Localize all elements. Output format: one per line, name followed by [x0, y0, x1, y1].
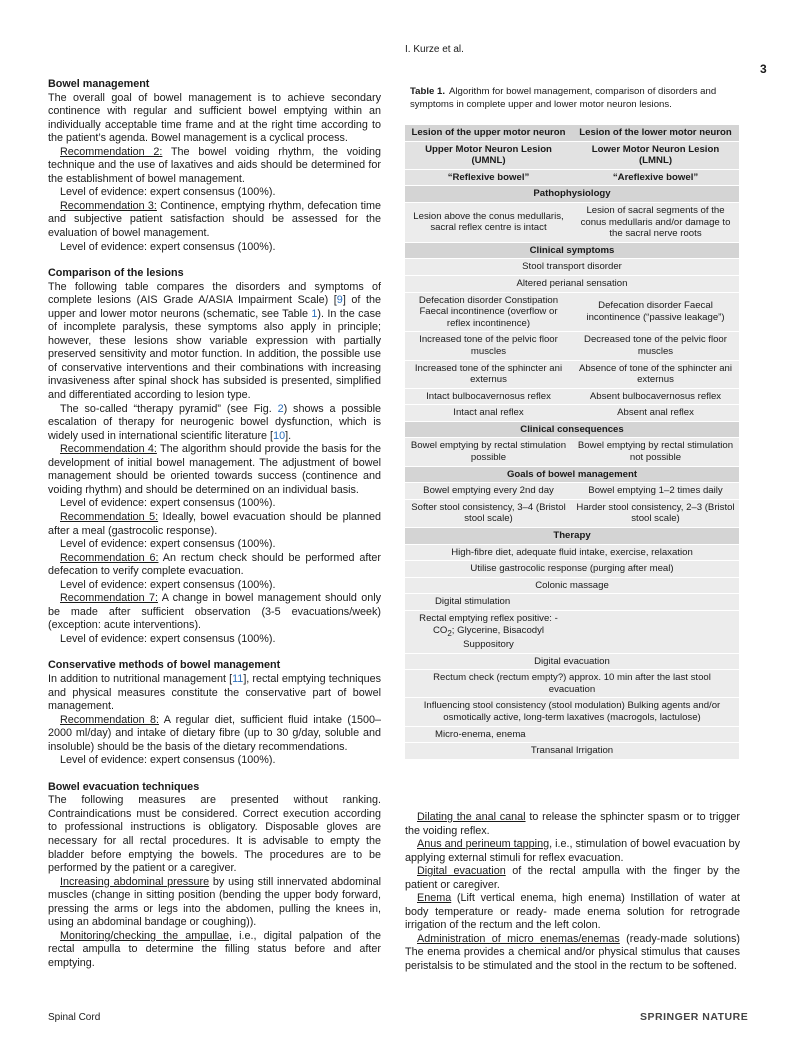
table-cell: Increased tone of the pelvic floor muscles [405, 332, 572, 359]
table-section-row [405, 243, 739, 259]
table-section-row [405, 186, 739, 202]
recommendation-label: Recommendation 3: [60, 199, 157, 212]
table-section-heading: Clinical symptoms [405, 243, 739, 259]
table-section-heading: Therapy [405, 528, 739, 544]
recommendation-label: Recommendation 4: [60, 443, 157, 456]
paragraph: The following table compares the disorders and symptoms of complete lesions (AIS Grade A/ASIA Impairment Scale) [9] of the upper and lower motor neurons (schematic, see Table 1). In the case of incomplete paralysis, these symptoms also apply in principle; however, these lesions show variable expression with partially preserved sensitivity and motor function. In addition, the possible use of conservative interventions and their combinations with increasing invasiveness after spinal shock has subsided is presented, simplified and differentiated according to lesion type. [48, 280, 382, 402]
table-cell: Transanal Irrigation [405, 743, 739, 759]
table-row [405, 727, 739, 743]
table-header-cell: “Reflexive bowel” [405, 170, 572, 186]
recommendation-8: Recommendation 8: A regular diet, sufficient fluid intake (1500–2000 ml/day) and intake of dietary fibre (up to 30 g/day, soluble and insoluble) should be the basis of the dietary recommendations. [48, 713, 381, 753]
table-row [405, 483, 739, 499]
table-cell: Bowel emptying 1–2 times daily [572, 483, 739, 499]
table-cell: Absent bulbocavernosus reflex [572, 389, 739, 405]
left-column [48, 78, 381, 970]
table-cell: Bowel emptying by rectal stimulation not possible [572, 438, 739, 465]
table-cell [572, 594, 739, 610]
table-caption: Table 1. Algorithm for bowel management, comparison of disorders and symptoms in complete upper and lower motor neuron lesions. [410, 86, 717, 110]
table-header-cell: Lesion of the upper motor neuron [405, 125, 572, 141]
table-link[interactable]: 1 [311, 307, 318, 320]
table-section-heading: Pathophysiology [405, 186, 739, 202]
technique-abdominal-pressure: Increasing abdominal pressure by using still innervated abdominal muscles (change in sitting position (bending the upper body forward, pressing the arms or legs into the abdomen, pulling the knees in, using an abdominal bandage or coughing)). [48, 875, 381, 929]
table-header-cell: Upper Motor Neuron Lesion (UMNL) [405, 142, 572, 169]
section-heading-comparison: Comparison of the lesions [48, 267, 184, 280]
table-row [405, 332, 739, 359]
technique-micro-enema: Administration of micro enemas/enemas (ready-made solutions) The enema provides a chemical and/or physical stimulus that causes peristalsis to be stimulated and the stool in the rectum to be softened. [405, 932, 740, 973]
table-cell: Influencing stool consistency (stool modulation) Bulking agents and/or osmotically active, long-term laxatives (macrogols, lactulose) [405, 698, 739, 725]
table-cell: Rectal emptying reflex positive: - $CO_2$; Glycerine, Bisacodyl Suppository [405, 611, 572, 653]
technique-label: Monitoring/checking the ampullae [60, 929, 230, 942]
table-row [405, 405, 739, 421]
table-cell: Altered perianal sensation [405, 276, 739, 292]
recommendation-label: Recommendation 8: [60, 713, 159, 726]
technique-label: Increasing abdominal pressure [60, 875, 210, 888]
publisher-logo: SPRINGER NATURE [640, 1011, 749, 1023]
recommendation-2: Recommendation 2: The bowel voiding rhythm, the voiding technique and the use of laxatives and aids should be determined for the establishment of bowel management. [48, 145, 381, 185]
table-cell: Harder stool consistency, 2–3 (Bristol stool scale) [572, 500, 739, 527]
recommendation-3: Recommendation 3: Continence, emptying rhythm, defecation time and subjective patient satisfaction should be assessed for the evaluation of bowel management. [48, 199, 382, 240]
table-cell: Micro-enema, enema [405, 727, 572, 743]
table-caption-label: Table 1. [410, 86, 446, 97]
recommendation-label: Recommendation 7: [60, 592, 158, 605]
table-cell: Decreased tone of the pelvic floor muscles [572, 332, 739, 359]
recommendation-5: Recommendation 5: Ideally, bowel evacuation should be planned after a meal (gastrocolic response). [48, 510, 381, 537]
technique-enema: Enema (Lift vertical enema, high enema) Instillation of water at body temperature or ready- made enema solution for retrograde irrigation of the rectum and the left colon. [405, 892, 740, 932]
technique-monitoring: Monitoring/checking the ampullae, i.e., digital palpation of the rectal ampulla to determine the filling status before and after emptying. [48, 929, 381, 969]
evidence-level: Level of evidence: expert consensus (100%). [60, 240, 276, 253]
table-section-row [405, 528, 739, 544]
technique-dilating: Dilating the anal canal to release the sphincter spasm or to trigger the voiding reflex. [405, 811, 740, 837]
citation-link[interactable]: 9 [336, 294, 343, 307]
table-cell: Bowel emptying every 2nd day [405, 483, 572, 499]
table-section-row [405, 422, 739, 438]
evidence-level: Level of evidence: expert consensus (100%). [60, 538, 276, 551]
technique-label: Digital evacuation [417, 865, 506, 878]
recommendation-7: Recommendation 7: A change in bowel management should only be made after sufficient observation (3-5 evacuations/week) (exception: acute interventions). [48, 592, 382, 632]
running-header-author: I. Kurze et al. [405, 44, 464, 55]
recommendation-label: Recommendation 2: [60, 145, 163, 158]
table-row [405, 142, 739, 169]
table-row [405, 578, 739, 594]
table-row [405, 500, 739, 527]
paragraph: The following measures are presented without ranking. Contraindications must be considered. Correct execution according to professional instructions is obligatory. Disposable gloves are necessary for all rectal procedures. It is advisable to empty the bladder before emptying the bowels. The procedures are to be performed by the patient or a caregiver. [48, 794, 381, 875]
table-row [405, 361, 739, 388]
table-cell: Rectum check (rectum empty?) approx. 10 min after the last stool evacuation [405, 670, 739, 697]
table-header-cell: Lesion of the lower motor neuron [572, 125, 739, 141]
table-cell: Increased tone of the sphincter ani externus [405, 361, 572, 388]
table-cell: Intact bulbocavernosus reflex [405, 389, 572, 405]
table-cell: Digital evacuation [405, 654, 739, 670]
table-section-row [405, 467, 739, 483]
table-row [405, 438, 739, 465]
table-cell: Colonic massage [405, 578, 739, 594]
technique-label: Anus and perineum tapping [417, 838, 550, 851]
table-row [405, 698, 739, 725]
table-row [405, 170, 739, 186]
table-header-cell: Lower Motor Neuron Lesion (LMNL) [572, 142, 739, 169]
section-heading-bowel-management: Bowel management [48, 78, 150, 90]
table-cell [572, 611, 739, 653]
table-cell: Defecation disorder Constipation Faecal incontinence (overflow or reflex incontinence) [405, 293, 572, 332]
paragraph: The so-called “therapy pyramid” (see Fig. 2) shows a possible escalation of therapy for neurogenic bowel dysfunction, which is widely used in international scientific literature [10]. [48, 402, 381, 442]
section-heading-conservative-methods: Conservative methods of bowel management [48, 659, 281, 672]
citation-link[interactable]: 11 [232, 672, 244, 685]
recommendation-4: Recommendation 4: The algorithm should provide the basis for the development of initial bowel management. The adjustment of bowel management should be oriented towards success (continence and voiding rhythm) and should be determined on an individual basis. [48, 443, 381, 496]
table-cell: Bowel emptying by rectal stimulation possible [405, 438, 572, 465]
evidence-level: Level of evidence: expert consensus (100%). [60, 186, 276, 199]
table-row [405, 125, 739, 141]
page-number: 3 [760, 62, 767, 76]
table-section-heading: Clinical consequences [405, 422, 739, 438]
recommendation-6: Recommendation 6: An rectum check should be performed after defecation to verify complete evacuation. [48, 551, 382, 578]
table-cell: Utilise gastrocolic response (purging after meal) [405, 561, 739, 577]
table-cell: Absent anal reflex [572, 405, 739, 421]
paragraph: In addition to nutritional management [11], rectal emptying techniques and physical measures constitute the conservative part of bowel management. [48, 672, 381, 713]
table-cell: Stool transport disorder [405, 259, 739, 275]
technique-label: Administration of micro enemas/enemas [417, 932, 620, 945]
right-column [405, 811, 740, 974]
table-cell: Digital stimulation [405, 594, 572, 610]
paragraph: The overall goal of bowel management is to achieve secondary continence with regular and sufficient bowel emptying within an individually acceptable time frame and at the right time according to the patient’s agenda. Bowel management is a cyclical process. [48, 91, 381, 145]
table-cell: Intact anal reflex [405, 405, 572, 421]
table-row [405, 670, 739, 697]
table-row [405, 389, 739, 405]
table-cell: Defecation disorder Faecal incontinence (“passive leakage”) [572, 293, 739, 332]
table-header-cell: “Areflexive bowel” [572, 170, 739, 186]
technique-tapping: Anus and perineum tapping, i.e., stimulation of bowel evacuation by applying external stimuli for reflex evacuation. [405, 838, 740, 864]
table-row [405, 293, 739, 332]
table-row [405, 561, 739, 577]
table-cell: Softer stool consistency, 3–4 (Bristol stool scale) [405, 500, 572, 527]
bowel-management-table [405, 124, 739, 760]
table-cell [572, 727, 739, 743]
technique-label: Enema [417, 892, 452, 905]
table-row [405, 611, 739, 653]
evidence-level: Level of evidence: expert consensus (100%). [60, 632, 276, 645]
journal-name: Spinal Cord [48, 1012, 101, 1023]
table-cell: Lesion above the conus medullaris, sacral reflex centre is intact [405, 203, 572, 242]
evidence-level: Level of evidence: expert consensus (100%). [60, 754, 276, 767]
table-row [405, 654, 739, 670]
section-heading-evacuation-techniques: Bowel evacuation techniques [48, 780, 200, 793]
table-row [405, 594, 739, 610]
technique-label: Dilating the anal canal [417, 811, 526, 823]
figure-link[interactable]: 2 [277, 402, 284, 415]
table-row [405, 259, 739, 275]
evidence-level: Level of evidence: expert consensus (100%). [60, 578, 276, 591]
table-row [405, 743, 739, 759]
citation-link[interactable]: 10 [273, 429, 286, 442]
table-row [405, 203, 739, 242]
table-cell: Absence of tone of the sphincter ani externus [572, 361, 739, 388]
recommendation-label: Recommendation 6: [60, 551, 159, 564]
table-section-heading: Goals of bowel management [405, 467, 739, 483]
technique-digital-evacuation: Digital evacuation of the rectal ampulla with the finger by the patient or caregiver. [405, 865, 740, 891]
table-cell: High-fibre diet, adequate fluid intake, exercise, relaxation [405, 545, 739, 561]
recommendation-label: Recommendation 5: [60, 510, 159, 523]
table-row [405, 545, 739, 561]
table-cell: Lesion of sacral segments of the conus medullaris and/or damage to the sacral nerve roots [572, 203, 739, 242]
table-row [405, 276, 739, 292]
evidence-level: Level of evidence: expert consensus (100%). [60, 497, 276, 510]
